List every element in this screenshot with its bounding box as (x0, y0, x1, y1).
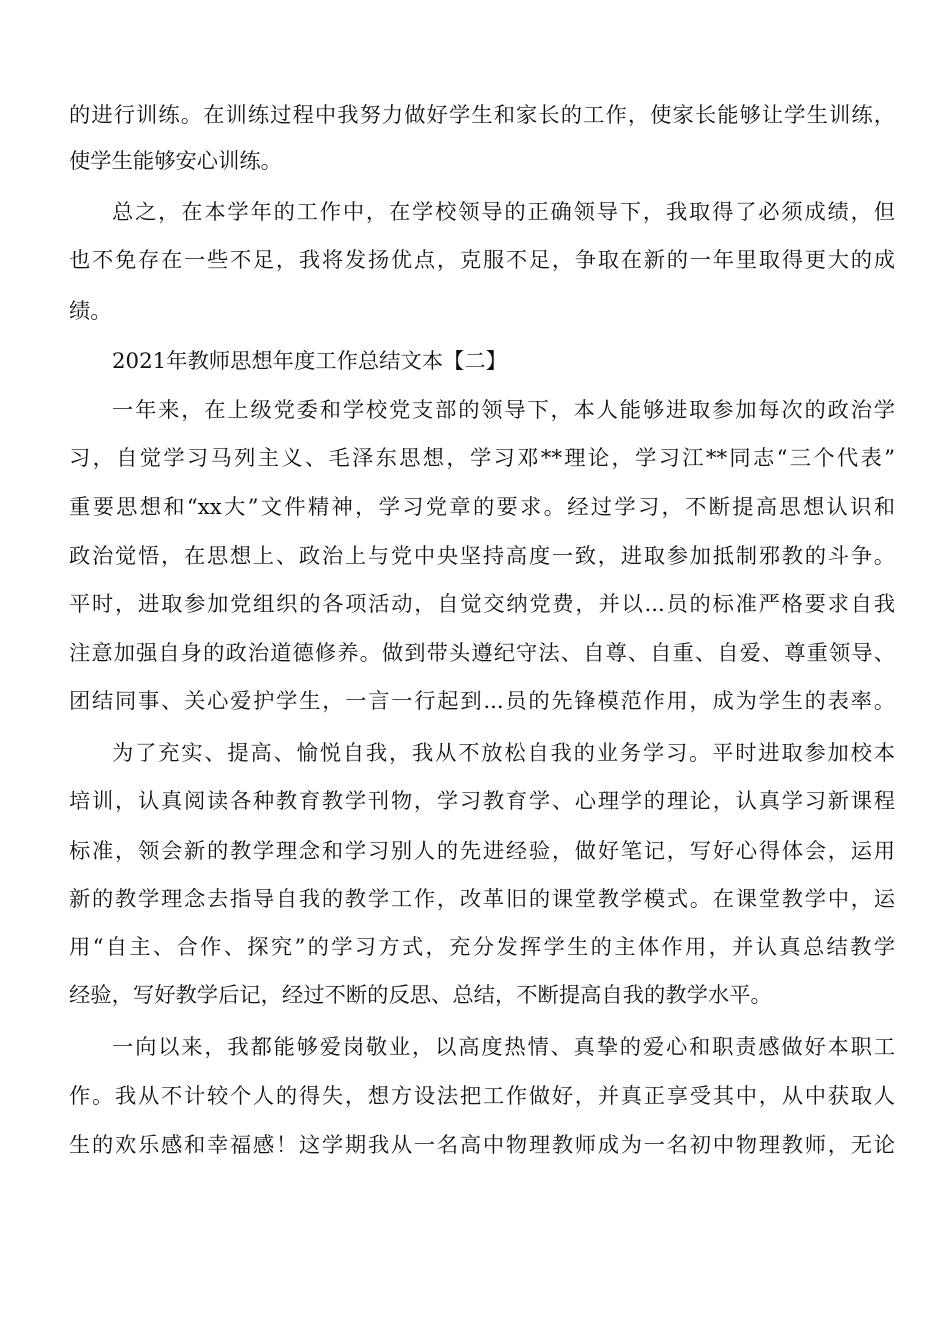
text-line: 用“自主、合作、探究”的学习方式，充分发挥学生的主体作用，并认真总结教学 (69, 935, 895, 960)
text-line: 生的欢乐感和幸福感！这学期我从一名高中物理教师成为一名初中物理教师，无论 (69, 1133, 895, 1158)
text-line: 培训，认真阅读各种教育教学刊物，学习教育学、心理学的理论，认真学习新课程 (69, 789, 895, 814)
text-line: 标准，领会新的教学理念和学习别人的先进经验，做好笔记，写好心得体会，运用 (69, 839, 895, 864)
text-line: 也不免存在一些不足，我将发扬优点，克服不足，争取在新的一年里取得更大的成 (69, 248, 895, 273)
text-line: 习，自觉学习马列主义、毛泽东思想，学习邓**理论，学习江**同志“三个代表” (69, 446, 895, 471)
paragraph-first-line: 为了充实、提高、愉悦自我，我从不放松自我的业务学习。平时进取参加校本 (112, 741, 895, 766)
text-line: 作。我从不计较个人的得失，想方设法把工作做好，并真正享受其中，从中获取人 (69, 1084, 895, 1109)
paragraph-first-line: 一年来，在上级党委和学校党支部的领导下，本人能够进取参加每次的政治学 (112, 398, 895, 423)
text-line: 经验，写好教学后记，经过不断的反思、总结，不断提高自我的教学水平。 (69, 983, 772, 1008)
paragraph-first-line: 一向以来，我都能够爱岗敬业，以高度热情、真挚的爱心和职责感做好本职工 (112, 1035, 895, 1060)
text-line: 新的教学理念去指导自我的教学工作，改革旧的课堂教学模式。在课堂教学中，运 (69, 887, 895, 912)
text-line: 平时，进取参加党组织的各项活动，自觉交纳党费，并以...员的标准严格要求自我 (69, 592, 895, 617)
text-line: 重要思想和“xx大”文件精神，学习党章的要求。经过学习，不断提高思想认识和 (69, 495, 895, 520)
text-line: 政治觉悟，在思想上、政治上与党中央坚持高度一致，进取参加抵制邪教的斗争。 (69, 544, 895, 569)
section-heading: 2021年教师思想年度工作总结文本【二】 (112, 349, 507, 374)
text-line: 使学生能够安心训练。 (69, 149, 282, 174)
text-line: 绩。 (69, 299, 112, 324)
paragraph-first-line: 总之，在本学年的工作中，在学校领导的正确领导下，我取得了必须成绩，但 (112, 200, 895, 225)
text-line: 注意加强自身的政治道德修养。做到带头遵纪守法、自尊、自重、自爱、尊重领导、 (69, 641, 895, 666)
text-line: 团结同事、关心爱护学生，一言一行起到...员的先锋模范作用，成为学生的表率。 (69, 689, 895, 714)
text-line: 的进行训练。在训练过程中我努力做好学生和家长的工作，使家长能够让学生训练， (69, 103, 895, 128)
